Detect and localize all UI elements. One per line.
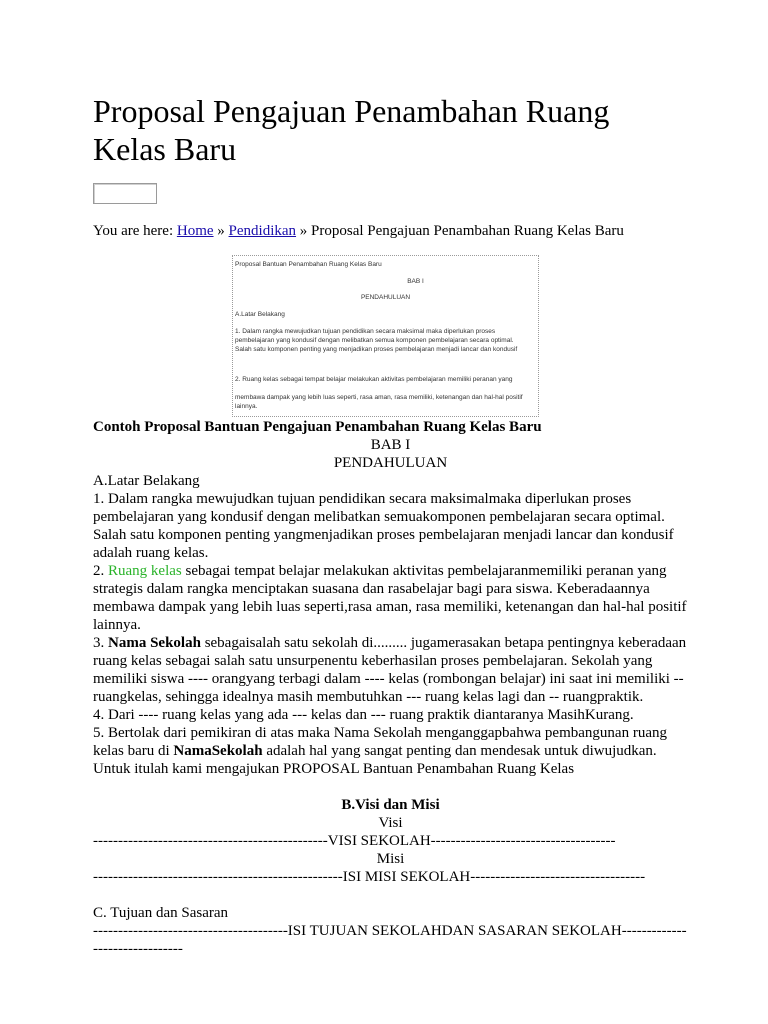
preview-bab: BAB I	[407, 278, 424, 285]
p3-bold: Nama Sekolah	[108, 635, 201, 651]
preview-line: lainnya.	[235, 403, 258, 410]
preview-header: Proposal Bantuan Penambahan Ruang Kelas Baru	[235, 261, 382, 268]
pendahuluan-heading: PENDAHULUAN	[333, 455, 448, 471]
visi-label: Visi	[378, 815, 403, 831]
breadcrumb-separator: »	[296, 223, 312, 239]
paragraph-1: 1. Dalam rangka mewujudkan tujuan pendidikan secara maksimalmaka diperlukan proses pembelajaran yang kondusif dengan melibatkan semuakomponen pembelajaran secara optimal. Salah satu komponen penting yangmenjadikan proses pembelajaran menjadi lancar dan kondusif adalah ruang kelas.	[93, 491, 674, 561]
paragraph-2	[93, 562, 688, 634]
bab-heading: BAB I	[370, 437, 411, 453]
paragraph-6: Untuk itulah kami mengajukan PROPOSAL Bantuan Penambahan Ruang Kelas	[93, 761, 575, 777]
paragraph-5	[93, 724, 688, 760]
p5-text-end: adalah hal yang sangat penting dan mendesak untuk diwujudkan.	[262, 743, 657, 759]
misi-line: --------------------------------------------------ISI MISI SEKOLAH-----------------------------------	[93, 869, 646, 885]
p3-text: sebagaisalah satu sekolah di......... jugamerasakan betapa pentingnya keberadaan ruang kelas sebagai salah satu unsurpenentu keberhasilan proses pembelajaran. Sekolah yang memiliki siswa ---- orangyang terbagi dalam ---- kelas (rombongan belajar) ini saat ini memiliki --ruangkelas, sehingga idealnya masih membutuhkan --- ruang kelas lagi dan -- ruangpraktik.	[93, 635, 687, 705]
p5-text: 5. Bertolak dari pemikiran di atas maka Nama Sekolah menganggapbahwa pembangunan ruang kelas baru di	[93, 725, 667, 759]
p5-bold: NamaSekolah	[173, 743, 263, 759]
preview-pendahuluan: PENDAHULUAN	[360, 294, 411, 301]
breadcrumb-separator: »	[213, 223, 229, 239]
p3-number: 3.	[93, 635, 108, 651]
document-preview-image	[232, 255, 539, 417]
content-heading: Contoh Proposal Bantuan Pengajuan Penambahan Ruang Kelas Baru	[93, 419, 542, 435]
ruang-kelas-link[interactable]: Ruang kelas	[108, 563, 182, 579]
page-title: Proposal Pengajuan Penambahan Ruang Kelas Baru	[93, 93, 610, 167]
visi-misi-heading: B.Visi dan Misi	[341, 797, 440, 813]
preview-latar: A.Latar Belakang	[235, 311, 285, 318]
preview-line: 1. Dalam rangka mewujudkan tujuan pendidikan secara maksimal maka diperlukan proses	[235, 328, 496, 335]
latar-heading: A.Latar Belakang	[93, 473, 200, 489]
breadcrumb	[93, 222, 624, 241]
misi-label: Misi	[376, 851, 405, 867]
breadcrumb-category-link[interactable]: Pendidikan	[228, 223, 297, 239]
breadcrumb-home-link[interactable]: Home	[176, 223, 214, 239]
preview-line: pembelajaran yang kondusif dengan melibatkan semua komponen pembelajaran secara optimal.	[235, 337, 514, 344]
tujuan-heading: C. Tujuan dan Sasaran	[93, 905, 228, 921]
p2-number: 2.	[93, 563, 108, 579]
paragraph-4: 4. Dari ---- ruang kelas yang ada --- kelas dan --- ruang praktik diantaranya MasihKurang.	[93, 707, 634, 723]
document-body	[93, 418, 688, 958]
preview-line: Salah satu komponen penting yang menjadikan proses pembelajaran menjadi lancar dan kondusif	[235, 346, 518, 353]
breadcrumb-prefix: You are here:	[93, 223, 177, 239]
breadcrumb-current: Proposal Pengajuan Penambahan Ruang Kelas Baru	[311, 223, 624, 239]
visi-line: -----------------------------------------------VISI SEKOLAH-------------------------------------	[93, 833, 616, 849]
paragraph-3	[93, 634, 688, 706]
search-input[interactable]	[93, 183, 157, 204]
preview-line: membawa dampak yang lebih luas seperti, rasa aman, rasa memiliki, ketenangan dan hal-hal positif	[235, 394, 523, 401]
p2-text: sebagai tempat belajar melakukan aktivitas pembelajaranmemiliki peranan yang strategis dalam rangka menciptakan suasana dan rasabelajar bagi para siswa. Keberadaannya membawa dampak yang lebih luas seperti,rasa aman, rasa memiliki, ketenangan dan hal-hal positif lainnya.	[93, 563, 687, 633]
preview-line: 2. Ruang kelas sebagai tempat belajar melakukan aktivitas pembelajaran memiliki peranan yang	[235, 376, 513, 383]
tujuan-line: ---------------------------------------ISI TUJUAN SEKOLAHDAN SASARAN SEKOLAH-------------------------------	[93, 923, 687, 957]
